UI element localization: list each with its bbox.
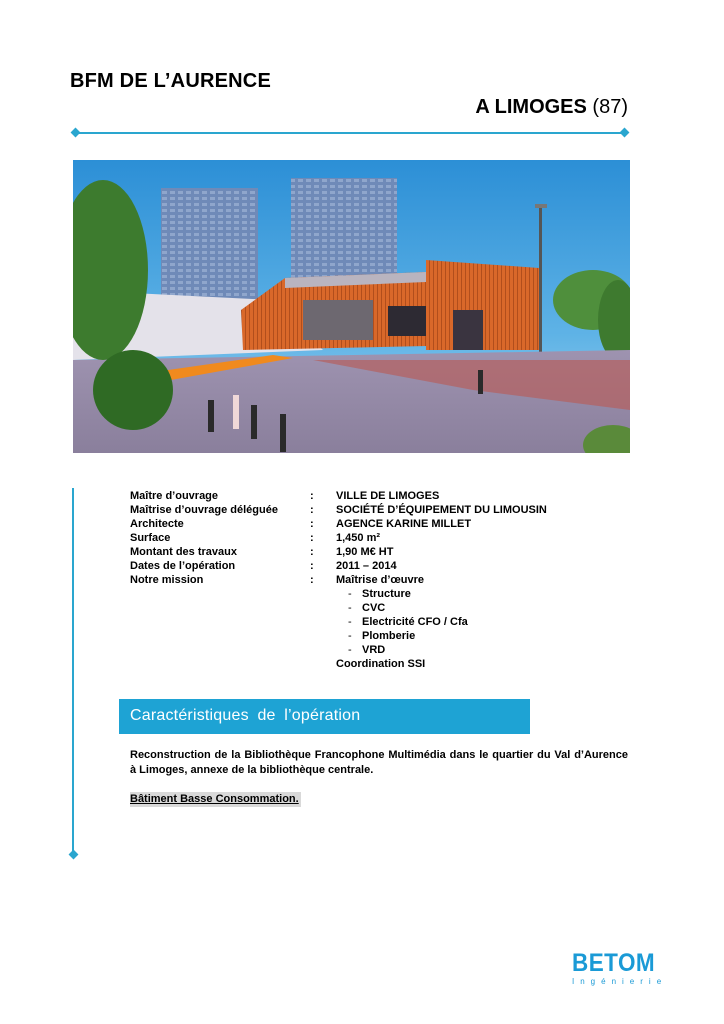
info-value: 1,90 M€ HT [336,546,394,558]
info-value: SOCIÉTÉ D’ÉQUIPEMENT DU LIMOUSIN [336,504,547,516]
rule-diamond-bottom [69,850,79,860]
info-label: Architecte [130,518,184,530]
bullet-dash: - [348,602,352,614]
energy-label-note: Bâtiment Basse Consommation. [130,793,299,805]
logo-wordmark: BETOM [572,949,656,977]
mission-item-label: Plomberie [362,630,416,642]
title-divider [75,132,623,134]
info-value: 1,450 m² [336,532,381,544]
bullet-dash: - [348,616,352,628]
info-separator: : [310,574,314,586]
divider-diamond-left [71,128,81,138]
info-separator: : [310,560,314,572]
divider-diamond-right [620,128,630,138]
info-separator: : [310,518,314,530]
coordination-text: Coordination SSI [336,658,426,670]
operation-description: Reconstruction de la Bibliothèque Francophone Multimédia dans le quartier du Val d’Aurence à Limoges, annexe de la bibliothèque centrale. [130,749,628,776]
mission-item-label: Electricité CFO / Cfa [362,616,468,628]
info-label: Dates de l’opération [130,560,236,572]
info-vertical-rule [72,488,74,854]
mission-item-label: VRD [362,644,386,656]
bullet-dash: - [348,630,352,642]
mission-item-label: Structure [362,588,411,600]
company-logo [572,950,666,986]
info-separator: : [310,504,314,516]
logo-tagline: Ingénierie [572,977,668,986]
info-value: AGENCE KARINE MILLET [336,518,472,530]
location-text: A LIMOGES [475,96,587,118]
info-label: Notre mission [130,574,204,586]
info-label: Montant des travaux [130,546,237,558]
section-heading: Caractéristiques de l’opération [130,707,361,724]
department-text: (87) [592,96,628,118]
info-value: 2011 – 2014 [336,560,397,572]
info-value: VILLE DE LIMOGES [336,490,440,502]
info-value: Maîtrise d’œuvre [336,574,425,586]
page-subtitle [475,96,628,119]
info-label: Maître d’ouvrage [130,490,219,502]
building-rendering-image [73,160,630,453]
page-title: BFM DE L’AURENCE [70,70,271,92]
bullet-dash: - [348,644,352,656]
info-separator: : [310,546,314,558]
info-label: Maîtrise d’ouvrage déléguée [130,504,278,516]
info-label: Surface [130,532,171,544]
bullet-dash: - [348,588,352,600]
info-separator: : [310,490,314,502]
info-separator: : [310,532,314,544]
section-header-band [119,699,530,734]
mission-item-label: CVC [362,602,386,614]
